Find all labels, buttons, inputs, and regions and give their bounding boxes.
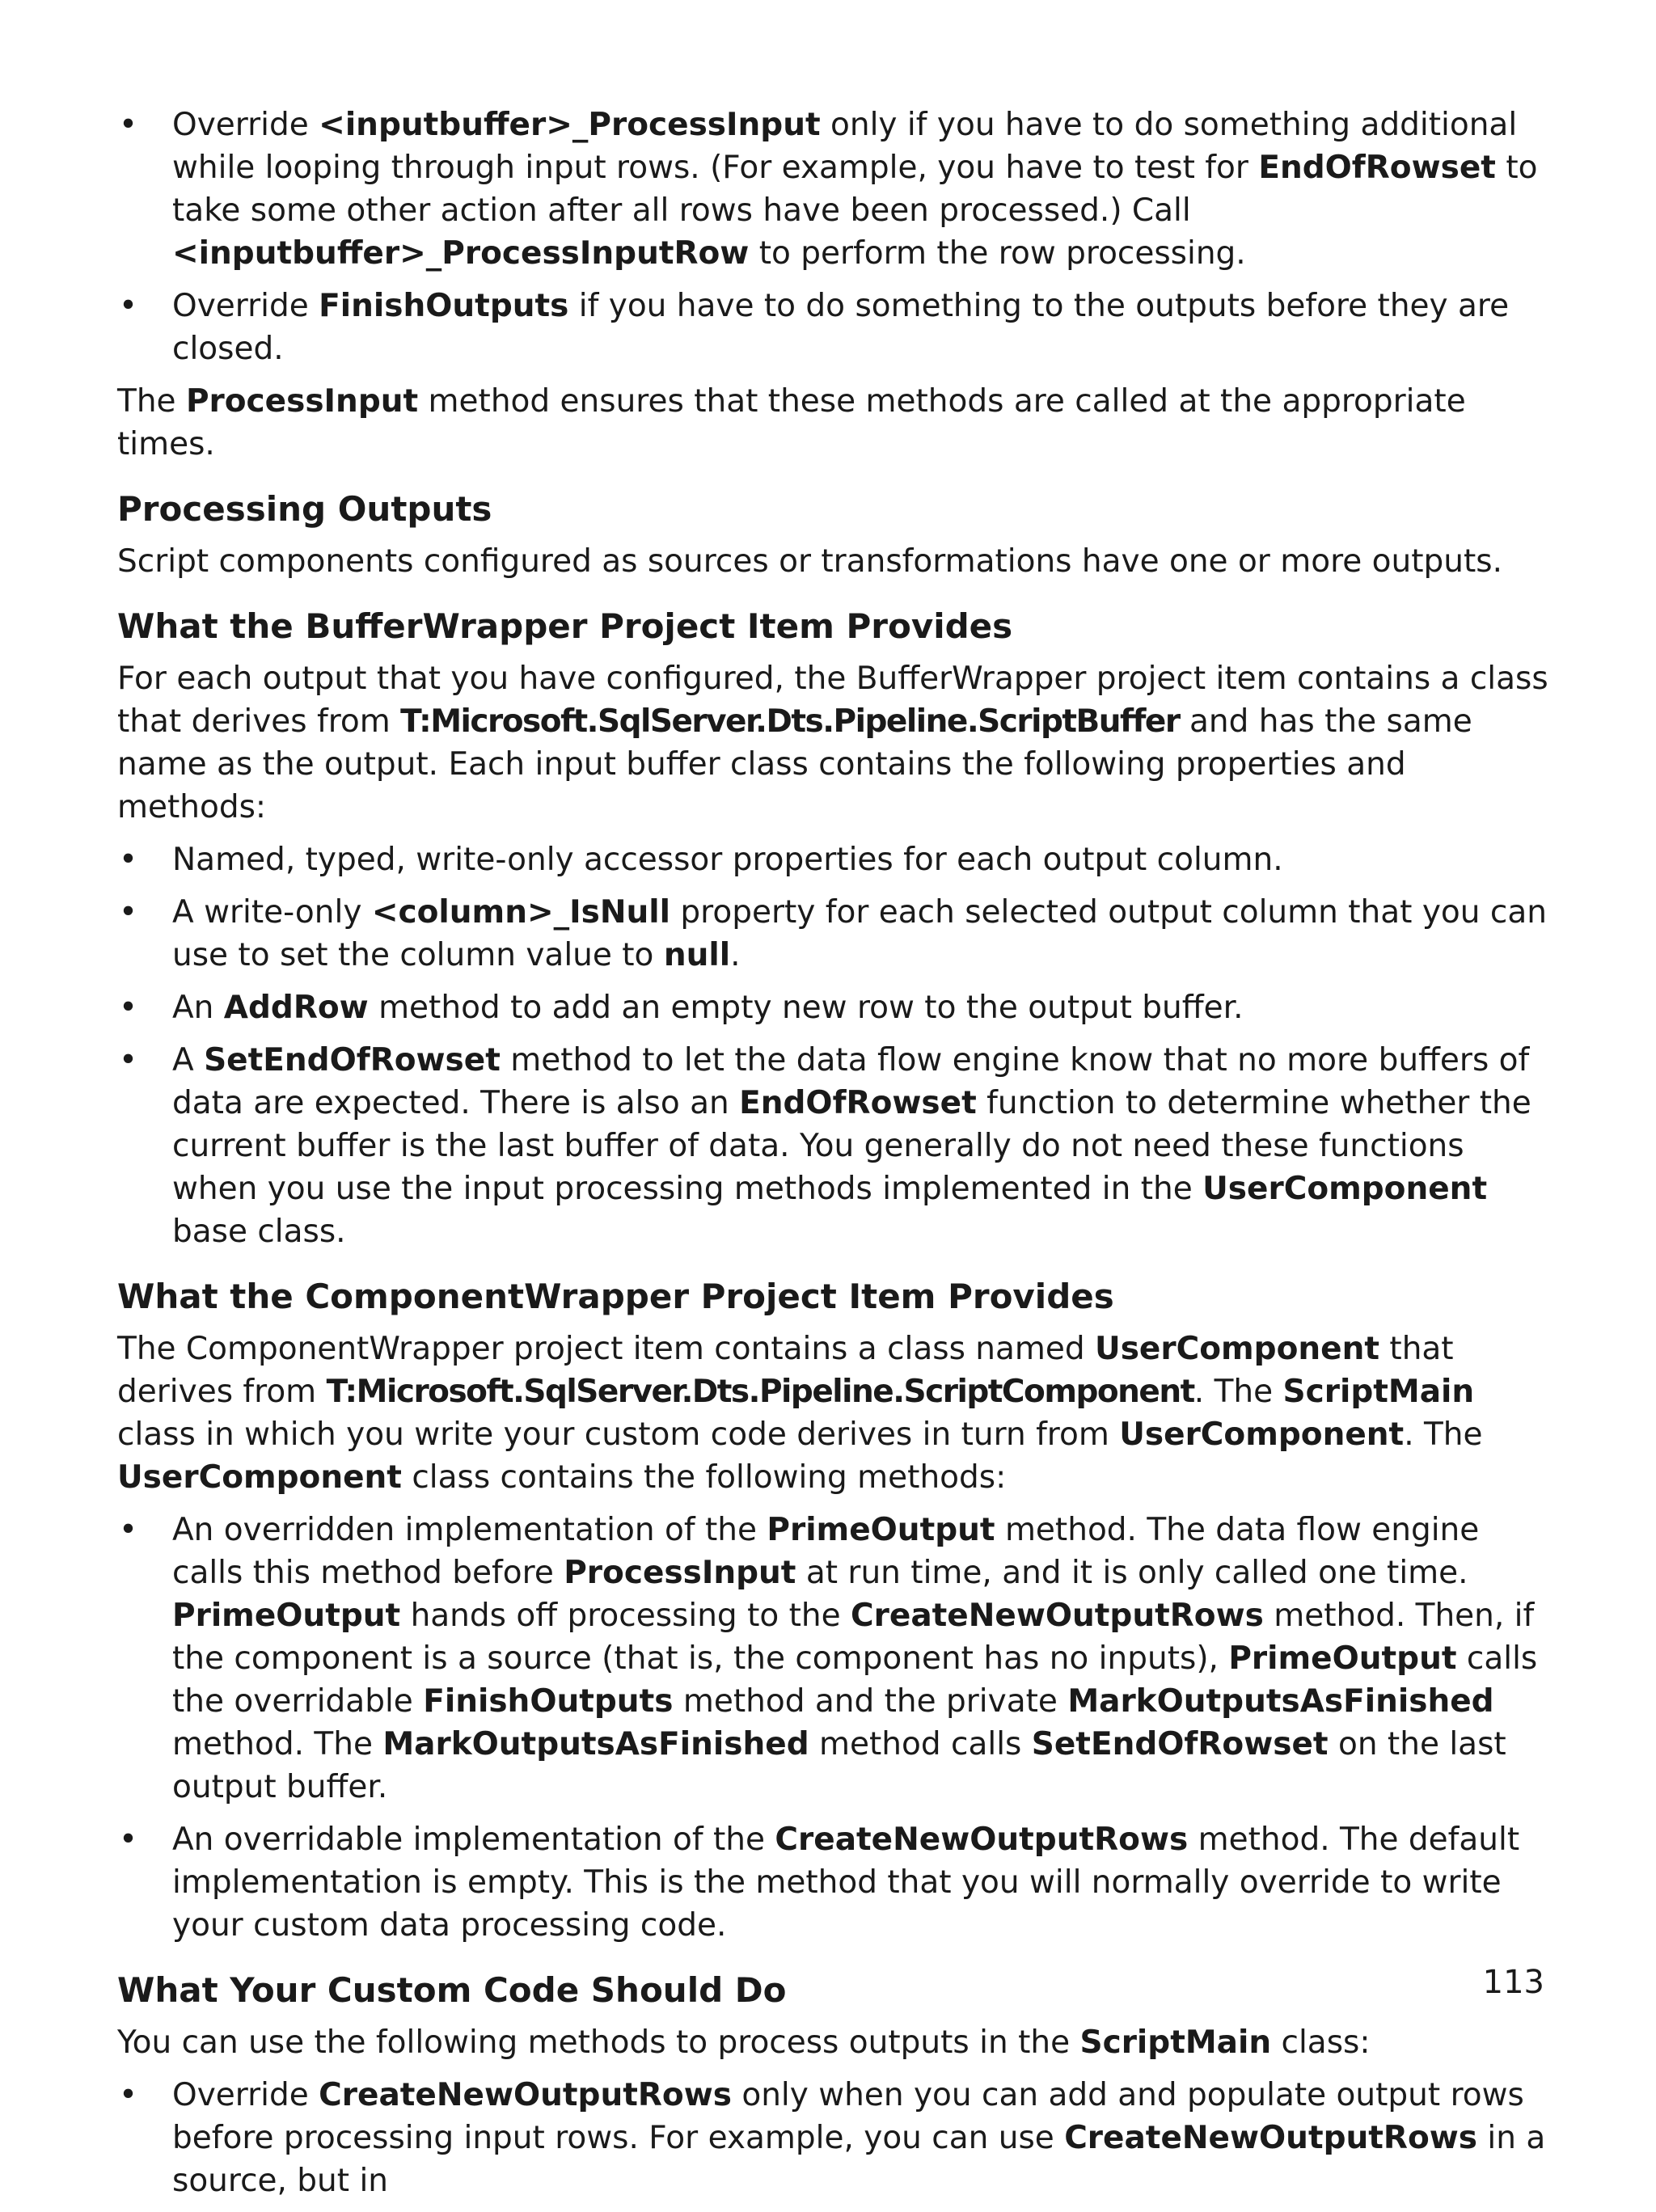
bold-term: UserComponent bbox=[117, 1459, 402, 1496]
text-run: if you have to do something to the outputs before they are closed. bbox=[172, 288, 1510, 367]
bold-term: PrimeOutput bbox=[172, 1598, 401, 1634]
text-run: An overridden implementation of the bbox=[172, 1512, 767, 1548]
text-run: property for each selected output column that you can use to set the column value to bbox=[172, 894, 1547, 973]
text-run: that derives from bbox=[117, 1331, 1454, 1410]
text-run: method to add an empty new row to the output buffer. bbox=[368, 990, 1244, 1026]
bold-term: EndOfRowset bbox=[739, 1085, 977, 1121]
list-item bbox=[117, 838, 1548, 881]
list-item bbox=[117, 1818, 1548, 1947]
bold-term: UserComponent bbox=[1119, 1416, 1405, 1453]
bold-term: SetEndOfRowset bbox=[204, 1042, 501, 1079]
bold-term: ProcessInput bbox=[185, 383, 419, 420]
list-item bbox=[117, 891, 1548, 977]
bold-term: CreateNewOutputRows bbox=[775, 1822, 1189, 1858]
text-run: A bbox=[172, 1042, 205, 1079]
text-run: method ensures that these methods are called at the appropriate times. bbox=[117, 383, 1466, 462]
bold-term: <inputbuffer>_ProcessInputRow bbox=[172, 235, 750, 272]
text-run: Named, typed, write-only accessor properties for each output column. bbox=[172, 842, 1283, 878]
bullet-list-usercomponent-methods bbox=[117, 1509, 1548, 1947]
text-run: only if you have to do something additional while looping through input rows. (For example, you have to test for bbox=[172, 107, 1518, 186]
bold-term: ProcessInput bbox=[564, 1555, 796, 1591]
text-run: to perform the row processing. bbox=[749, 235, 1246, 272]
text-run: calls the overridable bbox=[172, 1640, 1538, 1720]
text-run: For each output that you have configured, the BufferWrapper project item contains a class that derives from bbox=[117, 661, 1548, 740]
text-run: only when you can add and populate output rows before processing input rows. For example, you can use bbox=[172, 2077, 1524, 2156]
text-run: Override bbox=[172, 288, 319, 324]
bold-term: <inputbuffer>_ProcessInput bbox=[319, 107, 821, 143]
page-number: 113 bbox=[1482, 1964, 1544, 2001]
bold-term: ScriptMain bbox=[1079, 2024, 1272, 2061]
bold-term: <column>_IsNull bbox=[371, 894, 670, 931]
text-run: class: bbox=[1271, 2024, 1371, 2061]
bold-term: MarkOutputsAsFinished bbox=[382, 1726, 809, 1762]
bold-term: T:Microsoft.SqlServer.Dts.Pipeline.ScriptBuffer bbox=[400, 703, 1180, 740]
bullet-list-buffer-members bbox=[117, 838, 1548, 1253]
text-run: Override bbox=[172, 2077, 319, 2113]
text-run: base class. bbox=[172, 1214, 346, 1250]
bold-term: AddRow bbox=[223, 990, 369, 1026]
text-run: class in which you write your custom code derives in turn from bbox=[117, 1416, 1120, 1453]
text-run: You can use the following methods to process outputs in the bbox=[117, 2024, 1080, 2061]
bold-term: CreateNewOutputRows bbox=[319, 2077, 732, 2113]
text-run: An bbox=[172, 990, 224, 1026]
text-run: and has the same name as the output. Each input buffer class contains the following properties and methods: bbox=[117, 703, 1472, 825]
bold-term: MarkOutputsAsFinished bbox=[1067, 1683, 1494, 1720]
text-run: function to determine whether the current buffer is the last buffer of data. You generally do not need these functions when you use the input processing methods implemented in the bbox=[172, 1085, 1531, 1207]
paragraph-bufferwrapper bbox=[117, 657, 1548, 829]
text-run: . The bbox=[1404, 1416, 1483, 1453]
text-run: method. Then, if the component is a source (that is, the component has no inputs), bbox=[172, 1598, 1535, 1677]
bold-term: FinishOutputs bbox=[423, 1683, 674, 1720]
bold-term: EndOfRowset bbox=[1258, 150, 1496, 186]
text-run: method to let the data flow engine know that no more buffers of data are expected. There is also an bbox=[172, 1042, 1530, 1121]
text-run: method. The bbox=[172, 1726, 383, 1762]
bullet-list-output-methods bbox=[117, 2074, 1548, 2202]
bold-term: UserComponent bbox=[1095, 1331, 1379, 1367]
list-item bbox=[117, 1039, 1548, 1253]
text-run: in a source, but in bbox=[172, 2120, 1546, 2199]
bold-term: T:Microsoft.SqlServer.Dts.Pipeline.ScriptComponent bbox=[326, 1374, 1194, 1410]
text-run: Script components configured as sources or transformations have one or more outputs. bbox=[117, 543, 1503, 580]
bold-term: FinishOutputs bbox=[319, 288, 569, 324]
bold-term: CreateNewOutputRows bbox=[1064, 2120, 1477, 2156]
bold-term: PrimeOutput bbox=[1228, 1640, 1457, 1677]
heading-bufferwrapper: What the BufferWrapper Project Item Provides bbox=[117, 606, 1013, 646]
heading-processing-outputs: Processing Outputs bbox=[117, 489, 492, 529]
heading-custom-code: What Your Custom Code Should Do bbox=[117, 1970, 787, 2010]
paragraph-script-components bbox=[117, 540, 1548, 583]
text-run: Override bbox=[172, 107, 319, 143]
list-item bbox=[117, 2074, 1548, 2202]
text-run: method. The data flow engine calls this method before bbox=[172, 1512, 1480, 1591]
document-page bbox=[117, 103, 1548, 2212]
text-run: method calls bbox=[809, 1726, 1032, 1762]
bold-term: PrimeOutput bbox=[767, 1512, 995, 1548]
list-item bbox=[117, 986, 1548, 1029]
text-run: method and the private bbox=[673, 1683, 1068, 1720]
bold-term: CreateNewOutputRows bbox=[851, 1598, 1264, 1634]
bold-term: ScriptMain bbox=[1282, 1374, 1475, 1410]
text-run: The bbox=[117, 383, 186, 420]
text-run: method. The default implementation is empty. This is the method that you will normally override to write your custom data processing code. bbox=[172, 1822, 1520, 1944]
paragraph-custom-code bbox=[117, 2021, 1548, 2064]
heading-componentwrapper: What the ComponentWrapper Project Item Provides bbox=[117, 1277, 1114, 1316]
text-run: An overridable implementation of the bbox=[172, 1822, 775, 1858]
text-run: . bbox=[730, 937, 741, 973]
text-run: hands off processing to the bbox=[400, 1598, 851, 1634]
text-run: class contains the following methods: bbox=[401, 1459, 1007, 1496]
paragraph-componentwrapper bbox=[117, 1328, 1548, 1499]
paragraph-process-input bbox=[117, 380, 1548, 466]
bold-term: UserComponent bbox=[1202, 1171, 1488, 1207]
text-run: A write-only bbox=[172, 894, 372, 931]
list-item bbox=[117, 103, 1548, 275]
text-run: on the last output buffer. bbox=[172, 1726, 1506, 1805]
text-run: to take some other action after all rows have been processed.) Call bbox=[172, 150, 1538, 229]
text-run: at run time, and it is only called one time. bbox=[796, 1555, 1468, 1591]
list-item bbox=[117, 1509, 1548, 1809]
bullet-list-input-overrides bbox=[117, 103, 1548, 370]
bold-term: null bbox=[663, 937, 731, 973]
list-item bbox=[117, 285, 1548, 370]
bold-term: SetEndOfRowset bbox=[1031, 1726, 1329, 1762]
text-run: . The bbox=[1193, 1374, 1283, 1410]
text-run: The ComponentWrapper project item contains a class named bbox=[117, 1331, 1096, 1367]
